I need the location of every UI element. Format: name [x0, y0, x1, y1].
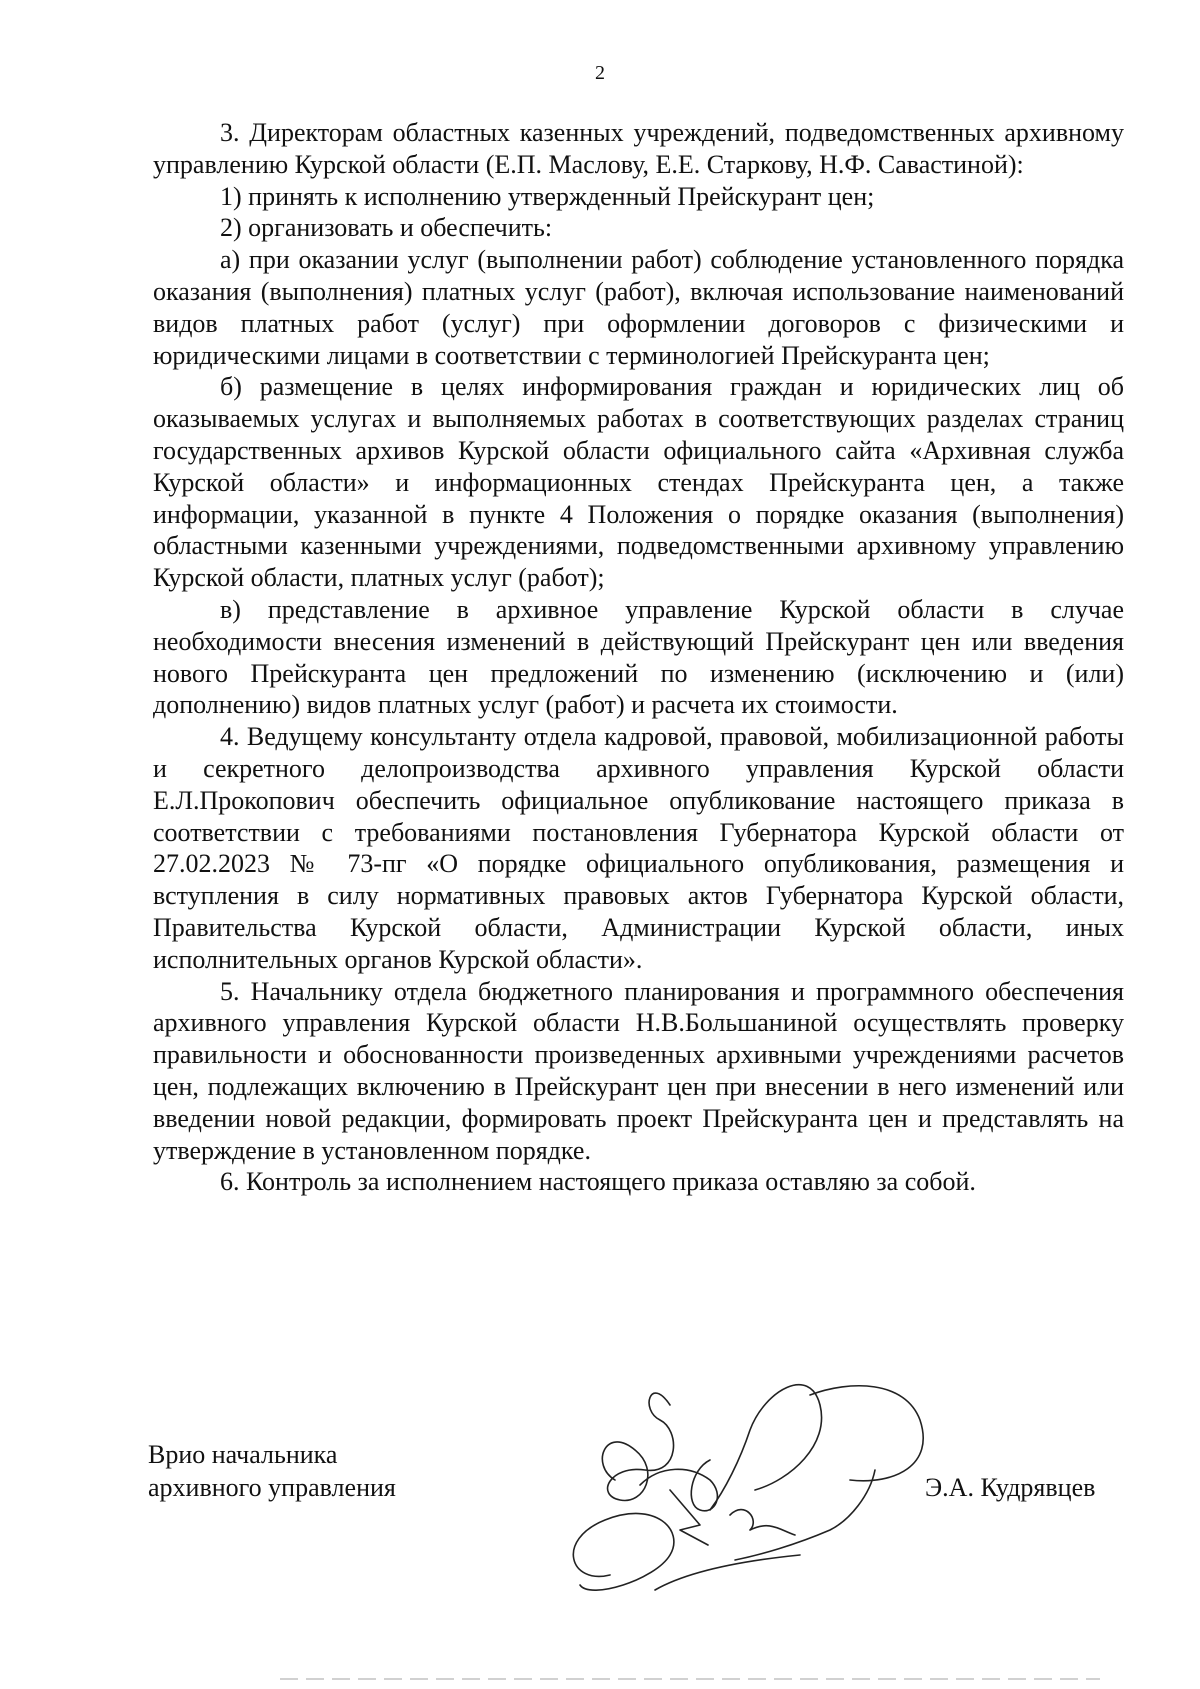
- paragraph-3-item-2a: а) при оказании услуг (выполнении работ) соблюдение установленного порядка оказания (выполнения) платных услуг (работ), включая использование наименований видов платных работ (услуг) при оформлении договоров с физическими и юридическими лицами в соответствии с терминологией Прейскуранта цен;: [153, 245, 1124, 370]
- paragraph-3: 3. Директорам областных казенных учреждений, подведомственных архивному управлению Курской области (Е.П. Маслову, Е.Е. Старкову, Н.Ф. Савастиной):: [153, 118, 1124, 179]
- paragraph-5: 5. Начальнику отдела бюджетного планирования и программного обеспечения архивного управления Курской области Н.В.Большаниной осуществлять проверку правильности и обоснованности произведенных архивными учреждениями расчетов цен, подлежащих включению в Прейскурант цен при внесении в него изменений или введении новой редакции, формировать проект Прейскуранта цен и представлять на утверждение в установленном порядке.: [153, 976, 1124, 1165]
- paragraph-4: 4. Ведущему консультанту отдела кадровой, правовой, мобилизационной работы и секретного делопроизводства архивного управления Курской области Е.Л.Прокопович обеспечить официальное опубликование настоящего приказа в соответствии с требованиями постановления Губернатора Курской области от 27.02.2023 № 73-пг «О порядке официального опубликования, размещения и вступления в силу нормативных правовых актов Губернатора Курской области, Правительства Курской области, Администрации Курской области, иных исполнительных органов Курской области».: [153, 722, 1124, 974]
- signatory-title-line-1: Врио начальника: [148, 1440, 338, 1469]
- signatory-name: Э.А. Кудрявцев: [925, 1473, 1096, 1502]
- paragraph-3-item-2: 2) организовать и обеспечить:: [220, 213, 553, 243]
- handwritten-signature-icon: [550, 1370, 950, 1610]
- signatory-title: [148, 1438, 396, 1504]
- page-number: 2: [595, 62, 605, 84]
- paragraph-3-item-2b: б) размещение в целях информирования граждан и юридических лиц об оказываемых услугах и выполняемых работах в соответствующих разделах страниц государственных архивов Курской области официального сайта «Архивная служба Курской области» и информационных стендах Прейскуранта цен, а также информации, указанной в пункте 4 Положения о порядке оказания (выполнения) областными казенными учреждениями, подведомственными архивному управлению Курской области, платных услуг (работ);: [153, 372, 1124, 593]
- paragraph-6: 6. Контроль за исполнением настоящего приказа оставляю за собой.: [220, 1167, 976, 1197]
- paragraph-3-item-1: 1) принять к исполнению утвержденный Прейскурант цен;: [220, 181, 875, 211]
- document-body: [153, 117, 1124, 1198]
- signatory-title-line-2: архивного управления: [148, 1473, 396, 1502]
- paragraph-3-item-2c: в) представление в архивное управление Курской области в случае необходимости внесения изменений в действующий Прейскурант цен или введения нового Прейскуранта цен предложений по изменению (исключению и (или) дополнению) видов платных услуг (работ) и расчета их стоимости.: [153, 594, 1124, 720]
- scan-artifact-divider: [280, 1678, 1100, 1680]
